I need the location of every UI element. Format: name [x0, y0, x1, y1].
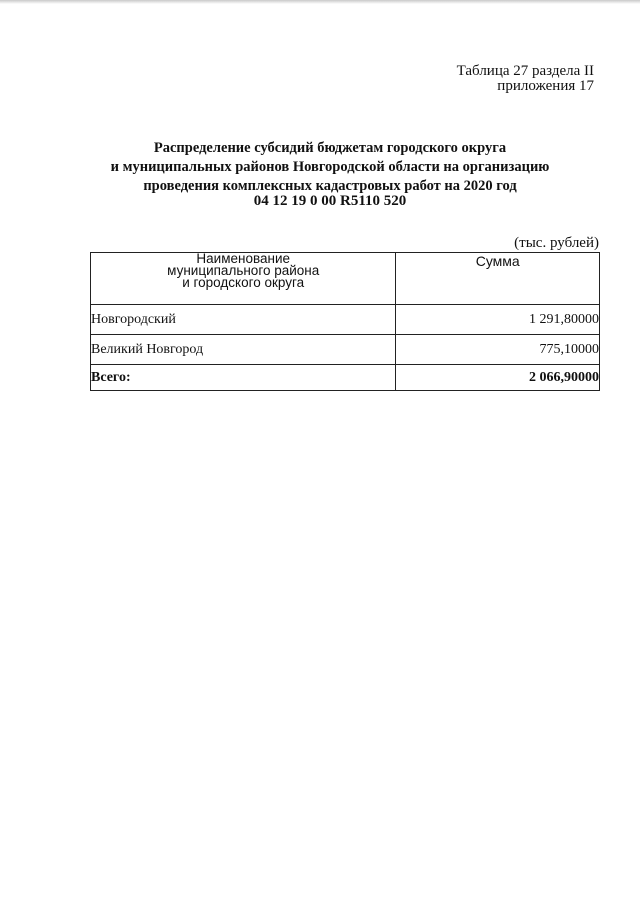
title-line: проведения комплексных кадастровых работ на 2020 год — [143, 178, 517, 194]
table-row — [91, 335, 600, 365]
title-line: Распределение субсидий бюджетам городского округа — [153, 140, 507, 156]
title-line: и муниципальных районов Новгородской области на организацию — [110, 159, 550, 175]
column-header-name — [91, 253, 396, 305]
budget-classification-code: 04 12 19 0 00 R5110 520 — [253, 193, 407, 209]
total-sum: 2 066,90000 — [396, 365, 600, 391]
row-sum: 775,10000 — [396, 335, 600, 365]
table-reference-line: Таблица 27 раздела II — [456, 63, 594, 79]
row-name: Новгородский — [91, 305, 396, 335]
row-name: Великий Новгород — [91, 335, 396, 365]
header-text-line: муниципального района — [167, 263, 320, 278]
column-header-sum: Сумма — [396, 253, 600, 305]
scan-edge — [0, 0, 640, 4]
row-sum: 1 291,80000 — [396, 305, 600, 335]
table-row — [91, 305, 600, 335]
total-label: Всего: — [91, 365, 396, 391]
appendix-reference-line: приложения 17 — [497, 78, 594, 94]
total-row — [91, 365, 600, 391]
document-title — [80, 139, 580, 196]
table-header-row — [91, 253, 600, 305]
header-text-line: и городского округа — [182, 275, 305, 290]
units-label: (тыс. рублей) — [514, 235, 599, 251]
subsidy-table — [90, 252, 600, 391]
table-reference-note — [457, 64, 594, 94]
header-text-line: Наименование — [196, 251, 290, 266]
